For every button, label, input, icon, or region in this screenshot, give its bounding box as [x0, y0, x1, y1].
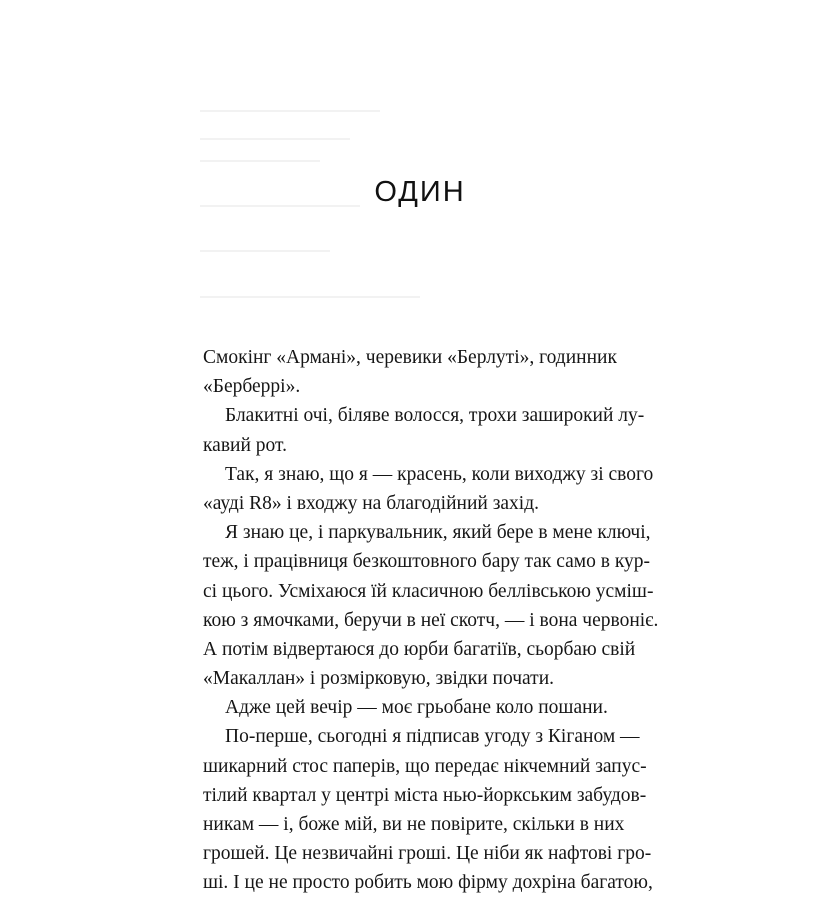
- text-line: Адже цей вечір — моє грьобане коло пошани.: [225, 697, 608, 719]
- text-line: «Берберрі».: [203, 376, 301, 398]
- text-line: Так, я знаю, що я — красень, коли виходжу зі свого: [225, 463, 654, 485]
- text-line: По-перше, сьогодні я підписав угоду з Кіганом —: [225, 726, 640, 748]
- bleed-through-line: [200, 296, 420, 298]
- text-line: шикарний стос паперів, що передає нікчемний запус-: [203, 755, 647, 777]
- text-line: кавий рот.: [203, 434, 287, 456]
- text-line: А потім відвертаюся до юрби багатіїв, сьорбаю свій: [203, 638, 636, 660]
- text-line: никам — і, боже мій, ви не повірите, скільки в них: [203, 814, 625, 835]
- text-line: «ауді R8» і входжу на благодійний захід.: [203, 492, 540, 514]
- text-line: тілий квартал у центрі міста нью-йоркським забудов-: [203, 784, 647, 806]
- text-line: сі цього. Усміхаюся їй класичною беллівською усміш-: [203, 580, 654, 602]
- chapter-title: ОДИН: [374, 176, 466, 208]
- text-line: Я знаю це, і паркувальник, який бере в мене ключі,: [225, 522, 651, 544]
- text-line: грошей. Це незвичайні гроші. Це ніби як нафтові гро-: [203, 843, 652, 865]
- text-line: Блакитні очі, біляве волосся, трохи заширокий лу-: [225, 405, 645, 427]
- body-text: [203, 343, 659, 898]
- text-line: теж, і працівниця безкоштовного бару так само в кур-: [203, 551, 651, 573]
- bleed-through-line: [200, 250, 330, 252]
- text-line: Смокінг «Армані», черевики «Берлуті», годинник: [203, 347, 617, 368]
- text-line: «Макаллан» і розмірковую, звідки почати.: [203, 668, 554, 690]
- bleed-through-line: [200, 138, 350, 140]
- bleed-through-line: [200, 110, 380, 112]
- text-line: ші. І це не просто робить мою фірму дохріна багатою,: [203, 872, 653, 894]
- bleed-through-line: [200, 160, 320, 162]
- text-line: кою з ямочками, беручи в неї скотч, — і вона червоніє.: [203, 609, 659, 631]
